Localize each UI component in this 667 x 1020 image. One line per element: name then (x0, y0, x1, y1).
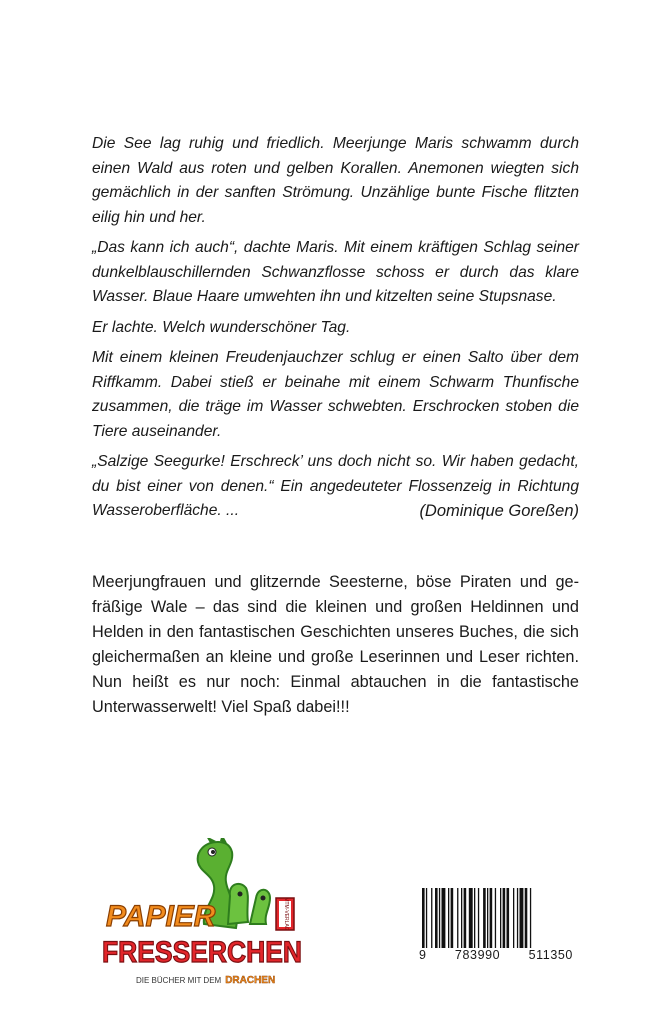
barcode-bar (422, 888, 425, 948)
barcode-bar (426, 888, 427, 948)
excerpt-paragraph-5 (92, 450, 579, 524)
barcode-bar (503, 888, 506, 948)
excerpt-author: (Dominique Goreßen) (419, 502, 579, 520)
excerpt-paragraph-1: Die See lag ruhig und friedlich. Meerjunge Maris schwamm durch einen Wald aus roten und gelben Korallen. Anemonen wiegten sich gemächlich in der sanften Strömung. Unzählige bunte Fische flitzten eilig hin und her. (92, 135, 579, 226)
publisher-logo (100, 838, 310, 998)
barcode-bar (461, 888, 462, 948)
excerpt-paragraph-2: „Das kann ich auch“, dachte Maris. Mit einem kräftigen Schlag seiner dunkelblauschillernden Schwanzflosse schoss er durch das klare Wasser. Blaue Haare umwehten ihn und kitzelten seine Stupsnase. (92, 239, 579, 305)
barcode-bar (490, 888, 493, 948)
logo-tagline (136, 975, 275, 986)
barcode-bar (435, 888, 438, 948)
barcode-bar (530, 888, 531, 948)
book-icon (276, 897, 294, 930)
barcode-bar (520, 888, 524, 948)
barcode-bar (478, 888, 479, 948)
barcode-bar (464, 888, 467, 948)
excerpt-paragraph-5-text: „Salzige Seegurke! Erschreck’ uns doch nicht so. Wir haben gedacht, du bist einer von denen.“ Ein angedeuteter Flossenzeig in Richtung Wasseroberfläche. ... (92, 453, 579, 519)
barcode-digit-group-3: 511350 (528, 948, 573, 962)
barcode-digit-group-2: 783990 (454, 948, 501, 962)
barcode-bar (513, 888, 514, 948)
barcode-bar (439, 888, 440, 948)
barcode-bar (507, 888, 510, 948)
blurb-text: Meerjungfrauen und glitzernde Seesterne, böse Piraten und gefräßige Wale – das sind die kleinen und großen Heldinnen und Helden in den fantastischen Geschichten unseres Buches, die sich gleichermaßen an kleine und große Leserinnen und Leser richten. Nun heißt es nur noch: Einmal abtauchen in die fantastische Unterwasserwelt! Viel Spaß dabei!!! (92, 573, 579, 716)
excerpt-paragraph-4: Mit einem kleinen Freudenjauchzer schlug er einen Salto über dem Riffkamm. Dabei stieß er beinahe mit einem Schwarm Thunfische zusammen, die träge im Wasser schwebten. Erschrocken stoben die Tiere auseinander. (92, 349, 579, 440)
book-blurb (92, 570, 579, 720)
barcode-bar (451, 888, 454, 948)
logo-side-label: MTM-VERLAG (283, 897, 289, 931)
logo-tagline-prefix: DIE BÜCHER MIT DEM (136, 976, 222, 985)
barcode-bar (474, 888, 475, 948)
barcode-bar (442, 888, 446, 948)
excerpt-paragraph-3: Er lachte. Welch wunderschöner Tag. (92, 318, 351, 336)
barcode-bar (495, 888, 496, 948)
barcode-bar (525, 888, 528, 948)
barcode-digit-group-1: 9 (419, 948, 427, 962)
logo-tagline-highlight: DRACHEN (225, 975, 276, 986)
barcode-bar (500, 888, 501, 948)
barcode-bars (418, 888, 574, 948)
barcode-bar (517, 888, 518, 948)
logo-word-papier: PAPIER (106, 900, 216, 933)
barcode-bar (483, 888, 486, 948)
barcode-bar (469, 888, 473, 948)
story-excerpt (92, 132, 579, 530)
logo-word-fresserchen: FRESSERCHEN (102, 936, 302, 969)
barcode-digits (418, 948, 574, 962)
barcode-bar (448, 888, 449, 948)
barcode-bar (431, 888, 432, 948)
barcode-bar (487, 888, 488, 948)
barcode-bar (457, 888, 458, 948)
